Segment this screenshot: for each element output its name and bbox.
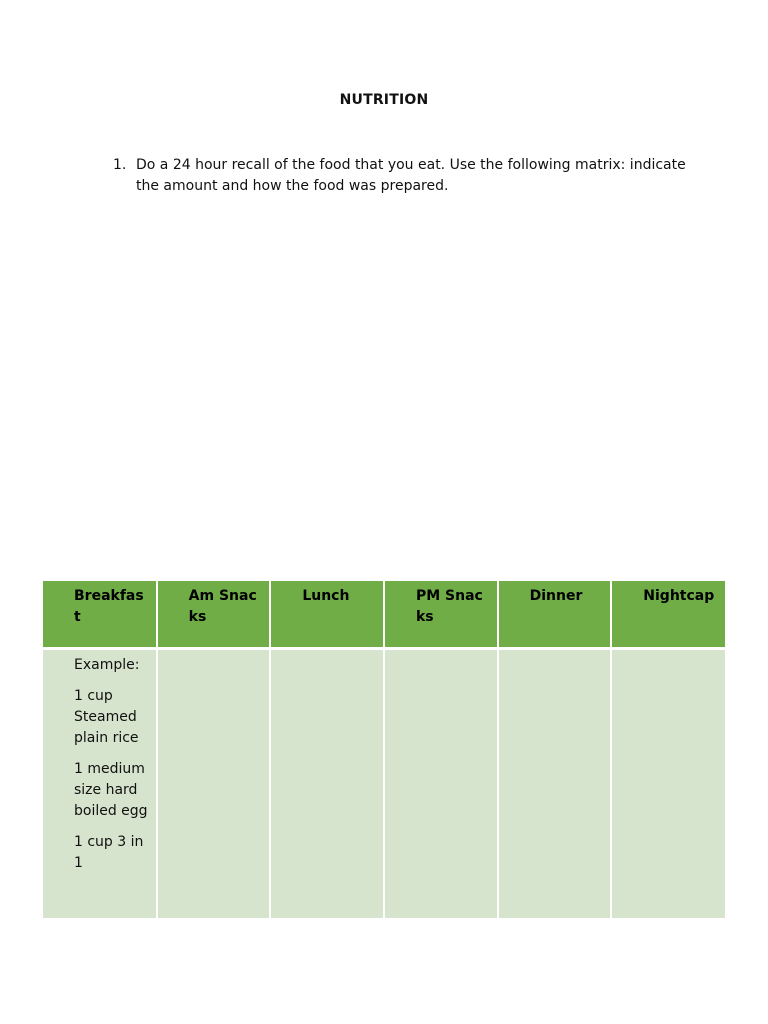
header-pm-snacks: PM Snacks <box>384 581 498 648</box>
example-label: Example: <box>74 656 140 673</box>
example-item: 1 cup 3 in 1 <box>74 833 144 871</box>
matrix-body-row <box>43 648 725 918</box>
list-number: 1. <box>113 157 127 173</box>
cell-nightcap <box>611 648 725 918</box>
cell-lunch <box>270 648 384 918</box>
header-am-snacks: Am Snacks <box>157 581 271 648</box>
cell-dinner <box>498 648 612 918</box>
matrix-header-row <box>43 581 725 648</box>
header-nightcap: Nightcap <box>611 581 725 648</box>
example-item: 1 cup Steamed plain rice <box>74 687 139 746</box>
document-title: NUTRITION <box>339 92 429 108</box>
header-lunch: Lunch <box>270 581 384 648</box>
header-dinner: Dinner <box>498 581 612 648</box>
cell-breakfast <box>43 648 157 918</box>
header-breakfast: Breakfast <box>43 581 157 648</box>
instruction-text: Do a 24 hour recall of the food that you eat. Use the following matrix: indicate the amount and how the food was prepared. <box>136 157 686 194</box>
instruction-item <box>113 155 693 197</box>
cell-pm-snacks <box>384 648 498 918</box>
example-item: 1 medium size hard boiled egg <box>74 760 148 819</box>
food-recall-matrix <box>43 581 725 918</box>
cell-am-snacks <box>157 648 271 918</box>
